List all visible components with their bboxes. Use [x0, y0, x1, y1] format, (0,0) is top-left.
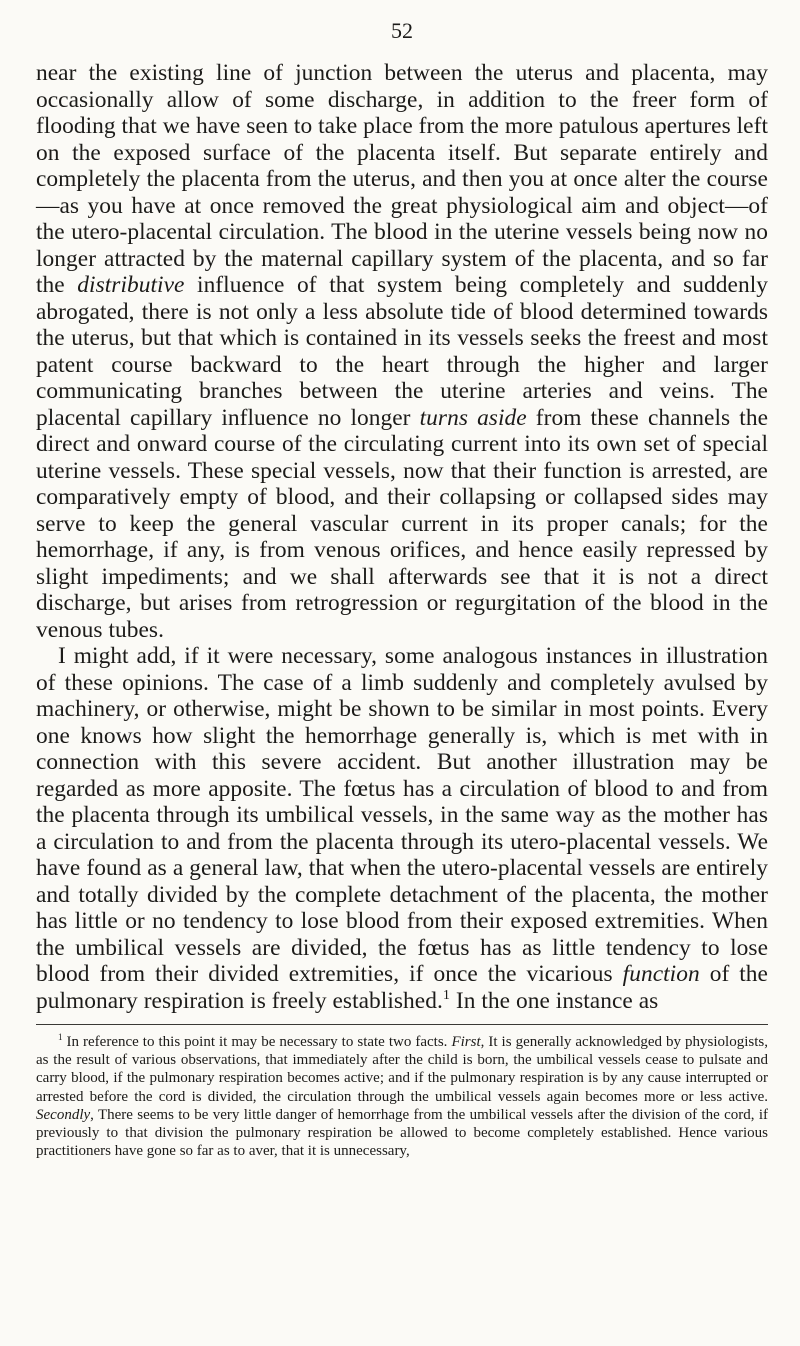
- footnote-marker: 1: [58, 1032, 63, 1042]
- text-run: , It is generally acknowledged by physiologists, as the result of various observations, that immediately after the child is born, the umbilical vessels cease to pulsate and carry blood, if the pulmonary respiration becomes active; and if the pulmonary respiration is by any cause interrupted or arrested before the cord is divided, the circulation through the umbilical vessels again becomes more or less active.: [36, 1034, 768, 1105]
- text-run: I might add, if it were necessary, some analogous instances in illustration of these opinions. The case of a limb suddenly and completely avulsed by machinery, or otherwise, might be shown to be similar in most points. Every one knows how slight the hemorrhage generally is, which is met with in connection with this severe accident. But another illustration may be regarded as more apposite. The fœtus has a circulation of blood to and from the placenta through its umbilical vessels, in the same way as the mother has a circulation to and from the placenta through its utero-placental vessels. We have found as a general law, that when the utero-placental vessels are entirely and totally divided by the complete detachment of the placenta, the mother has little or no tendency to lose blood from their exposed extremities. When the umbilical vessels are divided, the fœtus has as little tendency to lose blood from their divided extremities, if once the vicarious: [36, 643, 768, 987]
- page-number: 52: [391, 18, 413, 43]
- footnote-marker: 1: [442, 986, 450, 1003]
- paragraph-analogous-instances: [36, 643, 768, 1014]
- italic-text: function: [622, 961, 700, 987]
- italic-text: distributive: [77, 272, 185, 298]
- text-run: from these channels the direct and onward course of the circulating current into its own set of special uterine vessels. These special vessels, now that their function is arrested, are comparatively empty of blood, and their collapsing or collapsed sides may serve to keep the general vascular current in its proper canals; for the hemorrhage, if any, is from venous orifices, and hence easily repressed by slight impediments; and we shall afterwards see that it is not a direct discharge, but arises from retrogression or regurgitation of the blood in the venous tubes.: [36, 404, 768, 643]
- text-run: In the one instance as: [449, 987, 659, 1014]
- body-text: [36, 60, 768, 1014]
- book-page: [36, 14, 768, 1334]
- text-run: , There seems to be very little danger of hemorrhage from the umbilical vessels after the division of the cord, if previously to that division the pulmonary respiration be allowed to become completely established. Hence various practitioners have gone so far as to aver, that it is unnecessary,: [36, 1106, 768, 1160]
- footnote-rule: [36, 1024, 768, 1025]
- text-run: near the existing line of junction between the uterus and placenta, may occasionally allow of some discharge, in addition to the freer form of flooding that we have seen to take place from the more patulous apertures left on the exposed surface of the placenta itself. But separate entirely and completely the placenta from the uterus, and then you at once alter the course—as you have at once removed the great physiological aim and object—of the utero-placental circulation. The blood in the uterine vessels being now no longer attracted by the maternal capillary system of the placenta, and so far the: [36, 60, 768, 298]
- text-run: of the pulmonary respiration is freely established.: [36, 961, 768, 1014]
- italic-text: Secondly: [36, 1106, 91, 1123]
- italic-text: turns aside: [419, 404, 527, 431]
- footnote: [36, 1033, 768, 1160]
- text-run: influence of that system being completely and suddenly abrogated, there is not only a less absolute tide of blood determined towards the uterus, but that which is contained in its vessels seeks the freest and most patent course backward to the heart through the higher and larger communicating branches between the uterine arteries and veins. The placental capillary influence no longer: [36, 272, 768, 431]
- text-run: In reference to this point it may be necessary to state two facts.: [62, 1034, 452, 1050]
- paragraph-continuation: [36, 60, 768, 643]
- italic-text: First: [451, 1034, 481, 1050]
